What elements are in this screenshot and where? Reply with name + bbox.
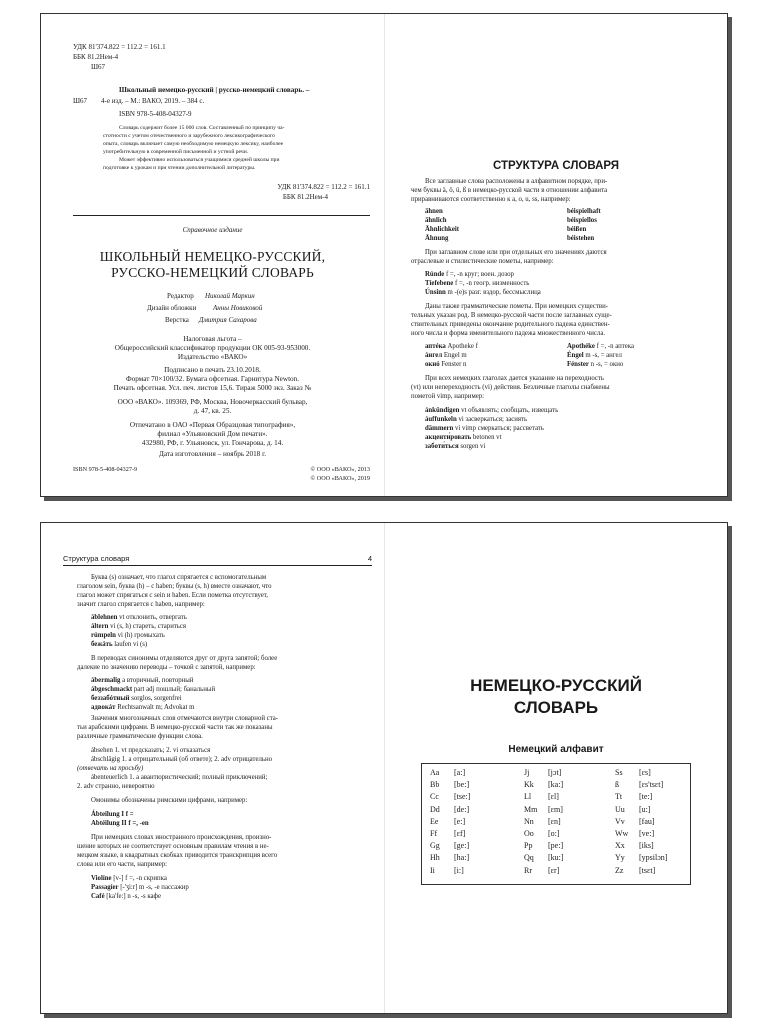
- alphabet-row: [615, 854, 667, 862]
- alphabet-row: [615, 781, 663, 789]
- alphabet-pronunciation: [e:]: [454, 816, 466, 826]
- abstract-line: употребительную в современной письменной и устной речи.: [103, 149, 249, 155]
- example-entry: ábschlägig 1. a отрицательный (об ответе); 2. adv отрицательно: [91, 756, 272, 763]
- alphabet-row: [524, 854, 564, 862]
- alphabet-row: [524, 781, 563, 789]
- example-word: Ähnung: [425, 235, 449, 242]
- paragraph-line: пометой vimp, например:: [411, 393, 485, 400]
- manufacture-date: Дата изготовления – ноябрь 2018 г.: [158, 450, 267, 458]
- copyright-line: © ООО «ВАКО», 2013: [310, 466, 370, 473]
- alphabet-row: [524, 867, 559, 875]
- alphabet-pronunciation: [jɔt]: [548, 768, 562, 777]
- alphabet-row: [524, 830, 560, 838]
- example-entry: Passagíer [-'ʒi:r] m -s, -e пассажир: [91, 884, 189, 891]
- paragraph-line: ного числа и форма именительного падежа множественного числа.: [411, 330, 606, 337]
- alphabet-letter: Yy: [615, 853, 625, 863]
- alphabet-row: [430, 830, 465, 838]
- paragraph-line: Все заглавные слова расположены в алфавитном порядке, при-: [425, 178, 608, 185]
- alphabet-letter: Ee: [430, 816, 439, 826]
- bbk-code-2: ББК 81.2Нем-4: [282, 193, 328, 201]
- alphabet-pronunciation: [iks]: [639, 841, 654, 851]
- alphabet-letter: Jj: [524, 768, 530, 777]
- structure-page-4: [41, 523, 384, 1013]
- example-entry: áнгел Engel m: [425, 352, 467, 359]
- example-entry: 2. adv странно, невероятно: [77, 783, 155, 790]
- edition-type: Справочное издание: [182, 226, 243, 234]
- alphabet-letter: Oo: [524, 829, 534, 838]
- example-entry: ábsehen 1. vt предсказать; 2. vi отказаться: [91, 747, 211, 754]
- alphabet-pronunciation: [ɛl]: [548, 792, 559, 802]
- alphabet-row: [615, 806, 651, 814]
- alphabet-row: [430, 867, 464, 875]
- alphabet-pronunciation: [tsɛt]: [639, 865, 656, 875]
- example-entry: адвокáт Rechtsanwalt m; Advokat m: [91, 704, 195, 711]
- section-heading: СТРУКТУРА СЛОВАРЯ: [492, 160, 620, 172]
- alphabet-letter: Qq: [524, 853, 534, 863]
- tax-line: Общероссийский классификатор продукции ОК 005-93-953000.: [114, 344, 311, 352]
- example-entry: акценти́ровать betonen vt: [425, 434, 502, 441]
- paragraph-line: тьи арабскими цифрами. В немецко-русской части так же показаны: [77, 724, 273, 731]
- structure-page: [385, 14, 727, 496]
- example-entry: Violíne [v-] f =, -n скрипка: [91, 875, 167, 882]
- alphabet-letter: Dd: [430, 804, 440, 814]
- paragraph-line: ствительных приведены окончание родительного падежа единствен-: [411, 321, 610, 328]
- example-entry: rúmpeln vi (h) громыхать: [91, 632, 165, 639]
- alphabet-pronunciation: [ɛm]: [548, 804, 563, 814]
- example-word: béispielhaft: [567, 208, 601, 215]
- publisher-address: д. 47, кв. 25.: [193, 407, 232, 415]
- imprint-page: [41, 14, 384, 496]
- example-entry: аптéка Apotheke f: [425, 343, 478, 350]
- alphabet-pronunciation: [ɛr]: [548, 865, 560, 875]
- catalog-edition: 4-е изд. – М.: ВАКО, 2019. – 384 с.: [101, 97, 205, 105]
- paragraph-line: глаголом sein, буква (h) – с haben; буквы (s, h) вместе означают, что: [77, 583, 272, 590]
- example-entry: Apothéke f =, -n аптека: [567, 343, 634, 350]
- udk-code-2: УДК 81'374.822 = 112.2 = 161.1: [277, 183, 370, 191]
- alphabet-row: [524, 769, 561, 777]
- alphabet-pronunciation: [te:]: [639, 792, 653, 802]
- alphabet-letter: Cc: [430, 792, 439, 802]
- alphabet-row: [615, 818, 655, 826]
- paragraph-line: приравниваются соответственно к a, o, u, ss, например:: [411, 196, 571, 203]
- alphabet-pronunciation: [a:]: [454, 768, 466, 777]
- example-entry: Éngel m -s, = ангел: [567, 352, 622, 359]
- example-entry: окнó Fenster n: [425, 361, 467, 368]
- alphabet-row: [524, 818, 561, 826]
- example-word: béißen: [567, 226, 587, 233]
- paragraph-line: значит глагол спрягается с haben, например:: [77, 601, 205, 608]
- paragraph-line: шение которых не соответствует основным правилам чтения в не-: [77, 843, 269, 850]
- example-entry: беззабóтный sorglos, sorgenfrei: [91, 695, 182, 702]
- alphabet-letter: Ww: [615, 829, 629, 838]
- alphabet-pronunciation: [o:]: [548, 829, 560, 838]
- example-entry: dämmern vi vimp смеркаться; рассветать: [425, 425, 544, 432]
- publisher-address: ООО «ВАКО». 109369, РФ, Москва, Новочеркасский бульвар,: [117, 398, 308, 406]
- alphabet-row: [524, 793, 559, 801]
- page-number: 4: [367, 554, 372, 563]
- alphabet-letter: Tt: [615, 792, 623, 802]
- alphabet-pronunciation: [ɛs]: [639, 768, 651, 777]
- example-entry: Fénster n -s, = окно: [567, 361, 624, 368]
- example-entry: ánkündigen vt объявлять; сообщать, извещать: [425, 407, 559, 414]
- abstract-line: Словарь содержит более 15 000 слов. Составленный по принципу ча-: [119, 125, 285, 131]
- tax-line: Издательство «ВАКО»: [177, 353, 248, 361]
- example-word: ähnen: [425, 208, 443, 215]
- alphabet-row: [615, 793, 652, 801]
- alphabet-letter: Xx: [615, 841, 625, 851]
- alphabet-letter: Aa: [430, 768, 440, 777]
- alphabet-row: [430, 793, 470, 801]
- alphabet-letter: Rr: [524, 865, 532, 875]
- alphabet-letter: Ff: [430, 829, 438, 838]
- catalog-code: Ш67: [73, 97, 88, 105]
- alphabet-letter: Bb: [430, 780, 440, 790]
- alphabet-row: [615, 842, 654, 850]
- example-word: ähnlich: [425, 217, 447, 224]
- author-code: Ш67: [91, 63, 106, 71]
- alphabet-letter: Pp: [524, 841, 533, 851]
- example-entry: бежáть laufen vi (s): [91, 641, 148, 648]
- example-entry: Únsinn m -(e)s разг. вздор, бессмыслица: [425, 289, 541, 296]
- alphabet-row: [615, 830, 654, 838]
- alphabet-letter: Gg: [430, 841, 440, 851]
- alphabet-letter: Zz: [615, 865, 624, 875]
- alphabet-letter: ß: [615, 780, 619, 790]
- paragraph-line: глагол может спрягаться с sein и haben. Если пометка отсутствует,: [77, 592, 268, 599]
- example-entry: áltern vi (s, h) стареть, стариться: [91, 623, 187, 630]
- tax-line: Налоговая льгота –: [183, 335, 242, 343]
- paragraph-line: (vt) или непереходность (vi) действия. Безличные глаголы снабжены: [411, 384, 610, 391]
- paragraph-line: При немецких словах иностранного происхождения, произно-: [91, 834, 272, 841]
- alphabet-pronunciation: [pe:]: [548, 841, 564, 851]
- header-rule: [63, 565, 372, 566]
- alphabet-pronunciation: [ge:]: [454, 841, 470, 851]
- alphabet-row: [524, 806, 563, 814]
- abstract-line: стотности с учетом отечественного и зарубежного лексикографического: [103, 133, 275, 139]
- paragraph-line: тельных указан род. В немецко-русской части после заглавных суще-: [411, 312, 612, 319]
- format-info: Формат 70×100/32. Бумага офсетная. Гарнитура Newton.: [125, 375, 300, 383]
- print-info: Печать офсетная. Усл. печ. листов 15,6. Тираж 5000 экз. Заказ №: [113, 384, 312, 392]
- alphabet-pronunciation: [ve:]: [639, 829, 655, 838]
- example-entry: заботи́ться sorgen vi: [425, 443, 486, 450]
- paragraph-line: При всех немецких глаголах дается указание на переходность: [425, 375, 604, 382]
- running-header: Структура словаря: [63, 554, 130, 563]
- abstract-line: опыта, словарь включает самую необходимую немецкую лексику, наиболее: [103, 141, 284, 147]
- printer-info: филиал «Ульяновский Дом печати».: [157, 430, 268, 438]
- separator: [73, 215, 370, 216]
- book-title-line-1: ШКОЛЬНЫЙ НЕМЕЦКО-РУССКИЙ,: [99, 249, 326, 264]
- paragraph-line: Омонимы обозначены римскими цифрами, например:: [91, 797, 248, 804]
- example-entry: ábenteuerlich 1. a авантюристический; полный приключений;: [91, 774, 268, 781]
- alphabet-title: Немецкий алфавит: [508, 744, 604, 755]
- alphabet-pronunciation: [ypsilɔn]: [639, 853, 668, 863]
- paragraph-line: Даны также грамматические пометы. При немецких существи-: [425, 303, 609, 310]
- alphabet-letter: Uu: [615, 804, 625, 814]
- alphabet-row: [430, 818, 465, 826]
- alphabet-pronunciation: [tse:]: [454, 792, 471, 802]
- signed-date: Подписано в печать 23.10.2018.: [164, 366, 261, 374]
- printer-info: Отпечатано в ОАО «Первая Образцовая типография»,: [129, 421, 296, 429]
- part-title-line-1: НЕМЕЦКО-РУССКИЙ: [470, 676, 642, 695]
- book-title-line-2: РУССКО-НЕМЕЦКИЙ СЛОВАРЬ: [111, 265, 314, 280]
- alphabet-row: [430, 781, 469, 789]
- alphabet-pronunciation: [ka:]: [548, 780, 564, 790]
- alphabet-pronunciation: [i:]: [454, 865, 464, 875]
- alphabet-letter: Mm: [524, 804, 538, 814]
- alphabet-letter: Ss: [615, 768, 623, 777]
- part-title-line-2: СЛОВАРЬ: [513, 698, 599, 717]
- abstract-line: Может эффективно использоваться учащимися средней школы при: [119, 157, 280, 163]
- paragraph-line: В переводах синонимы отделяются друг от друга запятой; более: [91, 655, 278, 662]
- copyright-line: © ООО «ВАКО», 2019: [310, 475, 370, 482]
- example-entry: áuffunkeln vi засверкаться; засиять: [425, 416, 528, 423]
- paragraph-line: различные грамматические функции слова.: [77, 733, 203, 740]
- alphabet-pronunciation: [ɛn]: [548, 816, 561, 826]
- example-entry: Café [ka'fe:] n -s, -s кафе: [91, 893, 161, 900]
- alphabet-letter: Vv: [615, 816, 625, 826]
- example-entry: ábermalig a вторичный, повторный: [91, 677, 194, 684]
- alphabet-table: [421, 763, 691, 885]
- paragraph-line: Значения многозначных слов отмечаются внутри словарной ста-: [91, 715, 279, 722]
- cover-label: Дизайн обложки: [147, 304, 197, 312]
- example-entry: Rúnde f =, -n круг; воен. дозор: [425, 271, 514, 278]
- alphabet-row: [524, 842, 563, 850]
- example-entry: Tíefebene f =, -n геогр. низменность: [425, 280, 530, 287]
- alphabet-pronunciation: [u:]: [639, 804, 651, 814]
- alphabet-pronunciation: [ha:]: [454, 853, 470, 863]
- paragraph-line: отраслевые и стилистические пометы, например:: [411, 258, 554, 265]
- example-word: Ähnlichkeit: [425, 226, 459, 233]
- bbk-code: ББК 81.2Нем-4: [73, 53, 119, 61]
- paragraph-line: слова или его части, например:: [77, 861, 168, 868]
- paragraph-line: далекие по значению переводы – точкой с запятой, например:: [77, 664, 256, 671]
- printer-info: 432980, РФ, г. Ульяновск, ул. Гончарова, д. 14.: [141, 439, 284, 447]
- example-entry: ábgeschmackt part adj пошлый; банальный: [91, 686, 216, 693]
- book-spread-1: [40, 13, 728, 497]
- dictionary-title-page: [385, 523, 727, 1013]
- example-entry: Ábteilung I f =: [91, 811, 134, 818]
- catalog-title: Школьный немецко-русский | русско-немецкий словарь. –: [119, 86, 310, 94]
- example-word: béispiellos: [567, 217, 597, 224]
- layout-designer: Дмитрия Сахарова: [199, 316, 257, 324]
- editor-name: Николай Маркин: [205, 292, 255, 300]
- alphabet-pronunciation: [ɛf]: [454, 829, 466, 838]
- example-entry: (отвечать на просьбу): [77, 765, 144, 772]
- alphabet-row: [430, 769, 465, 777]
- cover-designer: Анны Новиковой: [213, 304, 263, 312]
- alphabet-pronunciation: [ku:]: [548, 853, 564, 863]
- alphabet-pronunciation: [de:]: [454, 804, 470, 814]
- paragraph-line: мецком языке, в квадратных скобках приводится транскрипция всего: [77, 852, 278, 859]
- layout-label: Верстка: [165, 316, 189, 324]
- abstract-line: подготовке к урокам и при чтении дополнительной литературы.: [103, 165, 256, 171]
- alphabet-letter: Ii: [430, 865, 435, 875]
- paragraph-line: чем буквы ä, ö, ü, ß в немецко-русской части в отношении алфавита: [411, 187, 608, 194]
- alphabet-letter: Hh: [430, 853, 440, 863]
- alphabet-pronunciation: [be:]: [454, 780, 470, 790]
- alphabet-pronunciation: [ɛs'tsɛt]: [639, 780, 664, 790]
- alphabet-row: [430, 806, 469, 814]
- paragraph-line: Буква (s) означает, что глагол спрягается с вспомогательным: [91, 574, 267, 581]
- alphabet-row: [430, 854, 469, 862]
- alphabet-letter: Nn: [524, 816, 534, 826]
- example-entry: Abtéilung II f =, -en: [91, 820, 149, 827]
- example-entry: áblehnen vt отклонить, отвергать: [91, 614, 187, 621]
- example-word: béistehen: [567, 235, 595, 242]
- alphabet-pronunciation: [fau]: [639, 816, 655, 826]
- udk-code: УДК 81'374.822 = 112.2 = 161.1: [73, 43, 166, 51]
- alphabet-letter: Ll: [524, 792, 532, 802]
- alphabet-row: [430, 842, 469, 850]
- book-spread-2: [40, 522, 728, 1014]
- editor-label: Редактор: [167, 292, 194, 300]
- alphabet-row: [615, 769, 651, 777]
- alphabet-letter: Kk: [524, 780, 534, 790]
- isbn: ISBN 978-5-408-04327-9: [119, 110, 192, 118]
- isbn-footer: ISBN 978-5-408-04327-9: [73, 466, 138, 473]
- alphabet-row: [615, 867, 655, 875]
- paragraph-line: При заглавном слове или при отдельных его значениях даются: [425, 249, 607, 256]
